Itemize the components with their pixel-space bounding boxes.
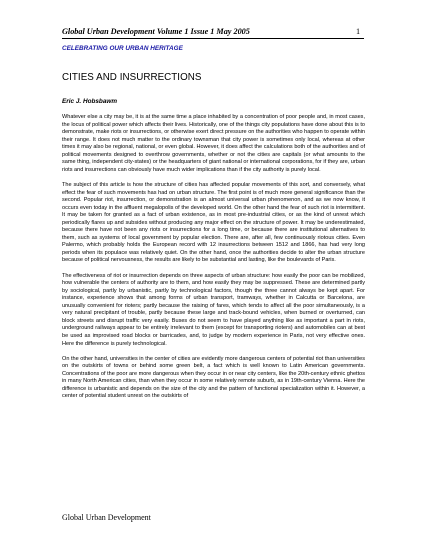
article-body: [62, 114, 365, 409]
running-head: [62, 27, 364, 36]
article-author: Eric J. Hobsbawm: [62, 98, 118, 105]
paragraph-2: The subject of this article is how the structure of cities has affected popular movements of this sort, and conversely, what effect the fear of such movements has had on urban structure. The first point is of much more general significance than the second. Popular riot, insurrection, or demonstration is an almost universal urban phenomenon, and as we now know, it occurs even today in the affluent megalopolis of the developed world. On the other hand the fear of such riot is intermittent. It may be taken for granted as a fact of urban existence, as in most pre-industrial cities, or as the kind of unrest which periodically flares up and subsides without producing any major effect on the structure of power. It may be underestimated, because there have not been any riots or insurrections for a long time, or because there are institutional alternatives to them, such as systems of local government by popular election. There are, after all, few continuously riotous cities. Even Palermo, which probably holds the European record with 12 insurrections between 1512 and 1866, has had very long periods when its populace was relatively quiet. On the other hand, once the authorities decide to alter the urban structure because of political nervousness, the results are likely to be substantial and lasting, like the boulevards of Paris.: [62, 181, 365, 264]
page-number: 1: [356, 27, 361, 36]
page-footer: Global Urban Development: [62, 513, 151, 522]
running-head-text: Global Urban Development Volume 1 Issue 1 May 2005: [62, 27, 250, 36]
article-title: CITIES AND INSURRECTIONS: [62, 72, 202, 83]
paragraph-4: On the other hand, universities in the center of cities are evidently more dangerous centers of potential riot than universities on the outskirts of towns or behind some green belt, a fact which is well known to Latin American governments. Concentrations of the poor are more dangerous when they occur in or near city centers, like the 20th-century ethnic ghettos in many North American cities, than when they occur in some relatively remote suburb, as in 19th-century Vienna. Here the difference is urbanistic and depends on the size of the city and the pattern of functional specialization within it. However, a center of potential student unrest on the outskirts of: [62, 355, 365, 400]
section-kicker: CELEBRATING OUR URBAN HERITAGE: [62, 45, 183, 52]
paragraph-1: Whatever else a city may be, it is at the same time a place inhabited by a concentration of poor people and, in most cases, the locus of political power which affects their lives. Historically, one of the things city populations have done about this is to demonstrate, make riots or insurrections, or otherwise exert direct pressure on the authorities who happen to operate within their range. It does not much matter to the ordinary townsman that city power is sometimes only local, whereas at other times it may also be regional, national, or even global. However, it does affect the calculations both of the authorities and of political movements designed to overthrow governments, whether or not the cities are capitals (or what amounts to the same thing, independent city-states) or the headquarters of giant national or international corporations, for if they are, urban riots and insurrections can obviously have much wider implications than if the city authority is purely local.: [62, 114, 365, 173]
paragraph-3: The effectiveness of riot or insurrection depends on three aspects of urban structure: how easily the poor can be mobilized, how vulnerable the centers of authority are to them, and how easily they may be suppressed. These are determined partly by sociological, partly by urbanistic, partly by technological factors, though the three cannot always be kept apart. For instance, experience shows that among forms of urban transport, tramways, whether in Calcutta or Barcelona, are unusually convenient for rioters; partly because the raising of fares, which tends to affect all the poor simultaneously, is a very natural precipitant of trouble, partly because these large and track-bound vehicles, when burned or overturned, can block streets and disrupt traffic very easily. Buses do not seem to have played anything like as important a part in riots, underground railways appear to be entirely irrelevant to them (except for transporting rioters) and automobiles can at best be used as improvised road blocks or barricades, and, to judge by modern experience in Paris, not very effective ones. Here the difference is purely technological.: [62, 272, 365, 347]
header-rule: [62, 38, 364, 39]
